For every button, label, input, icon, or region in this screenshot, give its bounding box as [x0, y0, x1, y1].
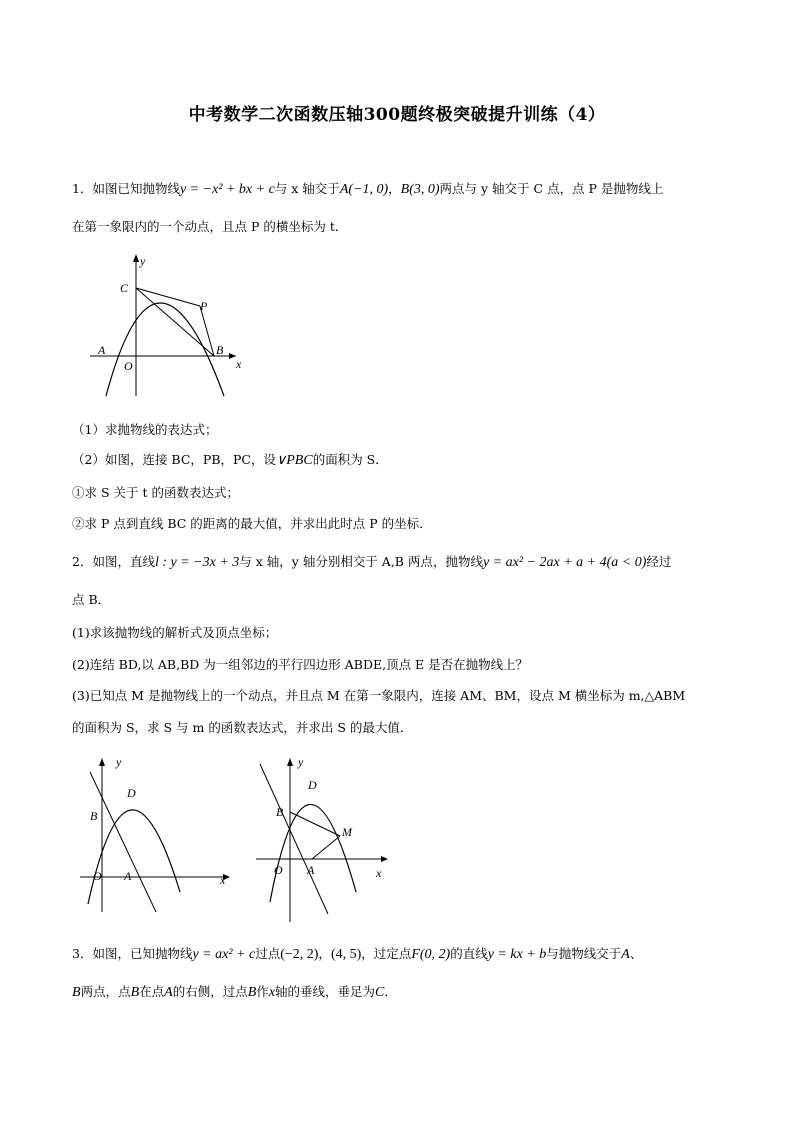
q3-line-2 — [72, 984, 397, 1001]
q3-sep: 、 — [629, 946, 643, 961]
label-o: O — [93, 869, 102, 883]
label-c: C — [120, 281, 129, 295]
q1-sep: ， — [388, 181, 401, 196]
q1-equation: y = −x² + bx + c — [179, 182, 275, 197]
q3-point-1: (−2, 2) — [280, 947, 319, 962]
page-title: 中考数学二次函数压轴300题终极突破提升训练（4） — [188, 105, 606, 125]
q3-text: 过点 — [255, 946, 281, 961]
label-d: D — [127, 786, 136, 800]
label-b: B — [90, 809, 98, 823]
label-a: A — [307, 863, 315, 877]
label-y: y — [298, 755, 304, 769]
line-l — [90, 772, 156, 912]
q3-label-b: B — [72, 985, 81, 1000]
q2-figure-1 — [80, 752, 240, 917]
label-x: x — [220, 873, 226, 887]
q1-part-2-1: ①求 S 关于 t 的函数表达式； — [72, 485, 239, 500]
q3-text: 与抛物线交于 — [546, 946, 622, 961]
q1-line-2: 在第一象限内的一个动点，且点 P 的横坐标为 t． — [72, 219, 348, 234]
q3-text: 的右侧，过点 — [172, 984, 248, 999]
q1-text: 的面积为 S． — [312, 452, 388, 467]
segment-am — [312, 836, 340, 859]
q2-text: 与 x 轴，y 轴分别相交于 A,B 两点，抛物线 — [239, 554, 483, 569]
segment-bm — [290, 812, 340, 836]
q3-text: ． — [384, 984, 397, 999]
q3-sep: ， — [318, 946, 331, 961]
q1-part-1: （1）求抛物线的表达式； — [72, 422, 218, 437]
q3-text: 在点 — [139, 984, 165, 999]
q3-text: 两点，点 — [80, 984, 131, 999]
q3-text: 的直线 — [450, 946, 488, 961]
label-d: D — [308, 778, 317, 792]
q2-part-2: (2)连结 BD,以 AB,BD 为一组邻边的平行四边形 ABDE,顶点 E 是否在抛物线上？ — [72, 657, 529, 672]
q1-text: 与 x 轴交于 — [274, 181, 340, 196]
x-axis-arrow-icon — [381, 856, 388, 862]
label-b: B — [276, 805, 284, 819]
q2-line-2: 点 B． — [72, 592, 111, 607]
q1-point-b: B(3, 0) — [400, 182, 440, 197]
y-axis-arrow-icon — [99, 758, 105, 766]
q3-label-c: C — [375, 985, 385, 1000]
q3-text: 作 — [256, 984, 269, 999]
label-x: x — [376, 866, 382, 880]
q3-line-equation: y = kx + b — [487, 947, 547, 962]
q2-line-equation: l : y = −3x + 3 — [154, 555, 240, 570]
q3-text: ，过定点 — [361, 946, 412, 961]
q2-parabola-equation: y = ax² − 2ax + a + 4(a < 0) — [482, 555, 647, 570]
q3-label-b: B — [247, 985, 257, 1000]
q2-line-1 — [72, 554, 671, 571]
label-b: B — [216, 343, 224, 357]
q2-text: 经过 — [646, 554, 672, 569]
q2-text: 2．如图，直线 — [72, 554, 155, 569]
q2-part-3-cont: 的面积为 S，求 S 与 m 的函数表达式，并求出 S 的最大值． — [72, 720, 413, 735]
q1-text: 两点与 y 轴交于 C 点，点 P 是抛物线上 — [439, 181, 664, 196]
q2-part-1: (1)求该抛物线的解析式及顶点坐标； — [72, 625, 278, 640]
q1-text: （2）如图，连接 BC，PB，PC，设 — [72, 452, 276, 467]
label-y: y — [116, 755, 122, 769]
y-axis-arrow-icon — [133, 254, 139, 262]
label-o: O — [274, 863, 283, 877]
q3-label-a: A — [164, 985, 173, 1000]
parabola — [270, 804, 356, 902]
q1-text: 1．如图已知抛物线 — [72, 181, 180, 196]
q3-label-a: A — [621, 947, 630, 962]
q1-line-1 — [72, 181, 663, 198]
q3-line-1 — [72, 946, 642, 963]
q1-part-2-2: ②求 P 点到直线 BC 的距离的最大值，并求出此时点 P 的坐标． — [72, 516, 432, 531]
q3-equation: y = ax² + c — [192, 947, 256, 962]
q1-figure — [86, 250, 246, 400]
label-a: A — [98, 343, 106, 357]
label-y: y — [140, 254, 146, 268]
label-p: P — [200, 299, 208, 313]
q3-text: 轴的垂线，垂足为 — [275, 984, 376, 999]
q3-point-2: (4, 5) — [330, 947, 362, 962]
q2-part-3: (3)已知点 M 是抛物线上的一个动点，并且点 M 在第一象限内，连接 AM、BM，设点 M 横坐标为 m,△ABM — [72, 688, 686, 703]
y-axis-arrow-icon — [287, 758, 293, 766]
line-l — [260, 764, 328, 914]
label-m: M — [342, 825, 352, 839]
q3-point-f: F(0, 2) — [411, 947, 451, 962]
q2-figure-2 — [256, 752, 396, 924]
q1-point-a: A(−1, 0) — [339, 182, 389, 197]
q1-triangle: ∨PBC — [275, 453, 313, 468]
q3-label-b: B — [130, 985, 140, 1000]
label-o: O — [124, 359, 133, 373]
q3-text: 3．如图，已知抛物线 — [72, 946, 193, 961]
label-x: x — [236, 357, 242, 371]
label-a: A — [124, 869, 132, 883]
segment-pb — [200, 306, 214, 356]
x-axis-arrow-icon — [229, 353, 236, 359]
q1-part-2 — [72, 452, 388, 469]
q3-label-x: x — [268, 985, 276, 1000]
